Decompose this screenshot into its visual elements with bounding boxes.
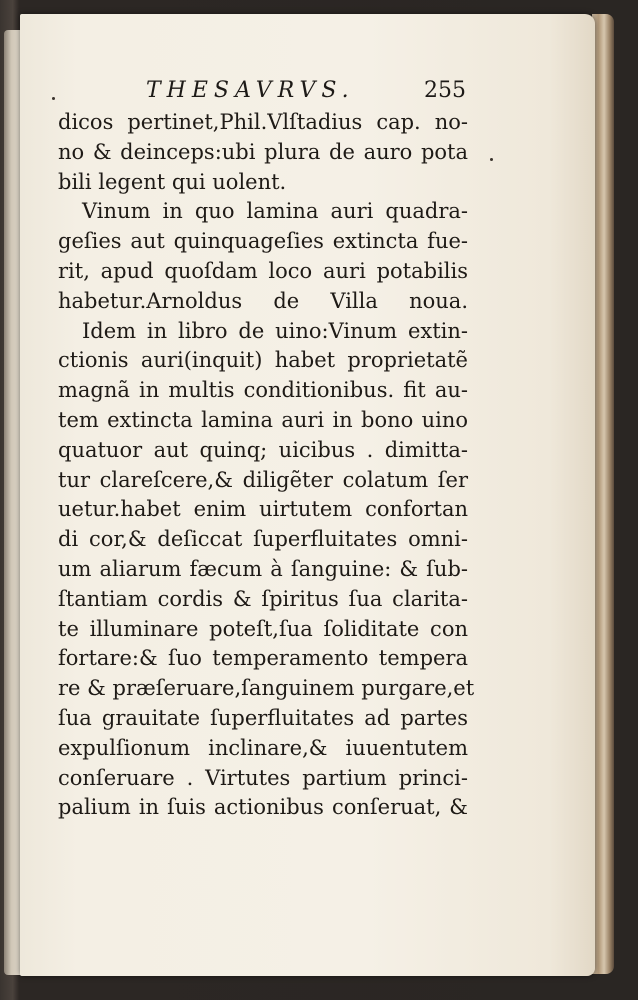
ink-speck <box>52 97 55 100</box>
text-line: habetur.Arnoldus de Villa noua. <box>58 288 468 313</box>
text-line: geſies aut quinquageſies extincta fue- <box>58 229 468 254</box>
ink-speck <box>490 158 493 161</box>
text-line: te illuminare poteſt,ſua ſoliditate con <box>58 616 468 641</box>
page-number: 255 <box>424 78 466 103</box>
body-text <box>58 108 475 823</box>
text-line: magnã in multis conditionibus. fit au- <box>58 378 468 403</box>
text-line: no & deinceps:ubi plura de auro pota <box>58 139 468 164</box>
text-line: Vinum in quo lamina auri quadra- <box>82 199 468 224</box>
text-line: tem extincta lamina auri in bono uino <box>58 407 468 432</box>
text-line: um aliarum fæcum à ſanguine: & ſub- <box>58 556 468 581</box>
text-line: bili legent qui uolent. <box>58 169 287 194</box>
text-line: re & præſeruare,ſanguinem purgare,et <box>58 676 475 701</box>
text-line: expulſionum inclinare,& iuuentutem <box>58 735 468 760</box>
text-line: palium in ſuis actionibus conſeruat, & <box>58 795 468 820</box>
text-line: Idem in libro de uino:Vinum extin- <box>82 318 468 343</box>
text-line: ctionis auri(inquit) habet proprietatẽ <box>58 348 468 373</box>
page-fore-edge <box>592 14 614 974</box>
text-line: conſeruare . Virtutes partium princi- <box>58 765 468 790</box>
text-line: rit, apud quoſdam loco auri potabilis <box>58 258 468 283</box>
text-line: ſua grauitate ſuperfluitates ad partes <box>58 705 468 730</box>
text-line: uetur.habet enim uirtutem confortan <box>58 497 468 522</box>
text-line: ſtantiam cordis & ſpiritus ſua clarita- <box>58 586 468 611</box>
running-title: THESAVRVS. <box>146 78 355 103</box>
text-line: fortare:& ſuo temperamento tempera <box>58 646 468 671</box>
text-line: tur clareſcere,& diligẽter colatum ſer <box>58 467 468 492</box>
text-line: quatuor aut quinq; uicibus . dimitta- <box>58 437 468 462</box>
running-head <box>146 78 476 108</box>
text-line: dicos pertinet,Phil.Vlſtadius cap. no- <box>58 110 468 134</box>
text-line: di cor,& deſiccat ſuperfluitates omni- <box>58 527 468 552</box>
